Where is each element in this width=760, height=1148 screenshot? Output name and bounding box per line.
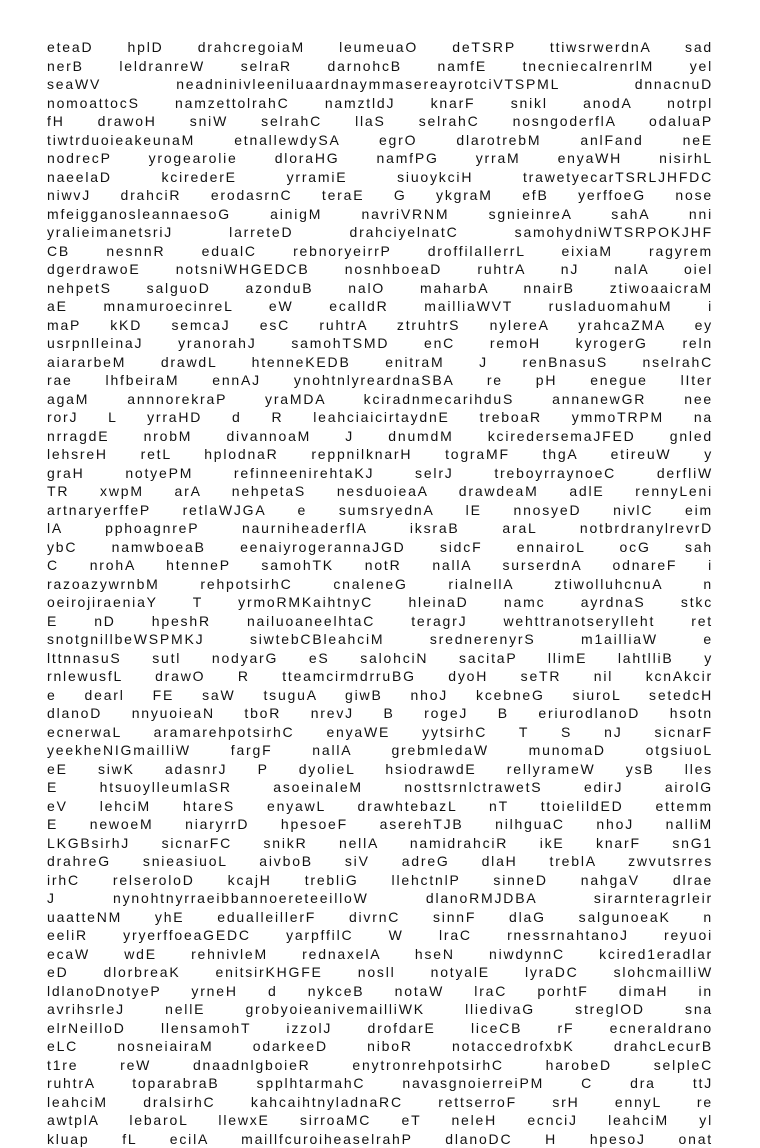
text-line: elrNeilloD llensamohT izzolJ drofdarE liceCB rF ecneraldrano bbox=[47, 1019, 713, 1038]
text-line: E htsuoylleumlaSR asoeinaleM nosttsrnlctrawetS edirJ airolG bbox=[47, 778, 713, 797]
text-line: eLC nosneiairaM odarkeeD niboR notaccedrofxbK drahcLecurB bbox=[47, 1037, 713, 1056]
text-line: mfeigganosleannaesoG ainigM navriVRNM sgnieinreA sahA nni bbox=[47, 205, 713, 224]
text-line: avrihsrleJ nellE grobyoieanivemailliWK lliedivaG streglOD sna bbox=[47, 1000, 713, 1019]
text-line: aE mnamuroecinreL eW ecalldR mailliaWVT rusladuomahuM i bbox=[47, 297, 713, 316]
text-line: nrragdE nrobM divannoaM J dnumdM kciredersemaJFED gnled bbox=[47, 427, 713, 446]
text-line: ldlanoDnotyeP yrneH d nykceB notaW lraC porhtF dimaH in bbox=[47, 982, 713, 1001]
text-line: graH notyePM refinneenirehtaKJ selrJ treboyrraynoeC derfliW bbox=[47, 464, 713, 483]
text-line: leahciM dralsirhC kahcaihtnyladnaRC rettserroF srH ennyL re bbox=[47, 1093, 713, 1112]
text-line: ecaW wdE rehnivleM rednaxelA hseN niwdynnC kcired1eradlar bbox=[47, 945, 713, 964]
text-line: eD dlorbreaK enitsirKHGFE nosll notyalE lyraDC slohcmailliW bbox=[47, 963, 713, 982]
text-line: dlanoD nnyuoieaN tboR nrevJ B rogeJ B eriurodlanoD hsotn bbox=[47, 704, 713, 723]
text-line: niwvJ drahciR erodasrnC teraE G ykgraM efB yerffoeG nose bbox=[47, 186, 713, 205]
text-block bbox=[47, 38, 713, 1148]
text-line: rorJ L yrraHD d R leahciaicirtaydnE treboaR ymmoTRPM na bbox=[47, 408, 713, 427]
text-line: snotgnillbeWSPMKJ siwtebCBleahciM srednerenyrS m1ailliaW e bbox=[47, 630, 713, 649]
text-line: ybC namwboeaB eenaiyrogerannaJGD sidcF ennairoL ocG sah bbox=[47, 538, 713, 557]
text-line: nehpetS salguoD azonduB nalO maharbA nnairB ztiwoaaicraM bbox=[47, 279, 713, 298]
text-line: dgerdrawoE notsniWHGEDCB nosnhboeaD ruhtrA nJ nalA oiel bbox=[47, 260, 713, 279]
text-line: awtplA lebaroL llewxE sirroaMC eT neleH ecnciJ leahciM yl bbox=[47, 1111, 713, 1130]
text-line: aiararbeM drawdL htenneKEDB enitraM J renBnasuS nselrahC bbox=[47, 353, 713, 372]
text-line: nomoattocS namzettolrahC namztldJ knarF snikl anodA notrpl bbox=[47, 94, 713, 113]
text-line: agaM annnorekraP yraMDA kciradnmecarihduS annanewGR nee bbox=[47, 390, 713, 409]
text-line: lA pphoagnreP naurniheaderflA iksraB araL notbrdranylrevrD bbox=[47, 519, 713, 538]
text-line: nerB leldranreW selraR darnohcB namfE tnecniecalrenrlM yel bbox=[47, 57, 713, 76]
text-line: E newoeM niaryrrD hpesoeF aserehTJB nilhguaC nhoJ nalliM bbox=[47, 815, 713, 834]
text-line: ruhtrA toparabraB spplhtarmahC navasgnoierreiPM C dra ttJ bbox=[47, 1074, 713, 1093]
text-line: eV lehciM htareS enyawL drawhtebazL nT ttoielildED ettemm bbox=[47, 797, 713, 816]
text-line: eeliR yryerffoeaGEDC yarpffilC W lraC rnessrnahtanoJ reyuoi bbox=[47, 926, 713, 945]
text-line: nodrecP yrogearolie dloraHG namfPG yrraM enyaWH nisirhL bbox=[47, 149, 713, 168]
text-line: rae lhfbeiraM ennAJ ynohtnlyreardnaSBA re pH enegue lIter bbox=[47, 371, 713, 390]
text-line: oeirojiraeniaY T yrmoRMKaihtnyC hleinaD namc ayrdnaS stkc bbox=[47, 593, 713, 612]
text-line: lttnnasuS sutl nodyarG eS salohciN sacitaP llimE lahtlliB y bbox=[47, 649, 713, 668]
text-line: eE siwK adasnrJ P dyolieL hsiodrawdE rellyrameW ysB lles bbox=[47, 760, 713, 779]
text-line: seaWV neadninivleeniluaardnaymmasereayrotciVTSPML dnnacnuD bbox=[47, 75, 713, 94]
text-line: maP kKD semcaJ esC ruhtrA ztruhtrS nylereA yrahcaZMA ey bbox=[47, 316, 713, 335]
text-line: razoazywrnbM rehpotsirhC cnaleneG rialnellA ztiwolluhcnuA n bbox=[47, 575, 713, 594]
text-line: eteaD hplD drahcregoiaM leumeuaO deTSRP ttiwsrwerdnA sad bbox=[47, 38, 713, 57]
text-line: J nynohtnyrraeibbannoereteeilloW dlanoRMJDBA sirarnteragrleir bbox=[47, 889, 713, 908]
text-line: E nD hpeshR nailuoaneelhtaC teragrJ wehttranotserylleht ret bbox=[47, 612, 713, 631]
text-line: t1re reW dnaadnlgboieR enytronrehpotsirhC harobeD selpleC bbox=[47, 1056, 713, 1075]
text-line: drahreG snieasiuoL aivboB siV adreG dlaH treblA zwvutsrres bbox=[47, 852, 713, 871]
text-line: lehsreH retL hplodnaR reppnilknarH tograMF thgA etireuW y bbox=[47, 445, 713, 464]
text-line: artnaryerffeP retlaWJGA e sumsryednA lE nnosyeD nivlC eim bbox=[47, 501, 713, 520]
text-line: yeekheNIGmailliW fargF nallA grebmledaW munomaD otgsiuoL bbox=[47, 741, 713, 760]
text-line: naeelaD kcirederE yrramiE siuoykciH trawetyecarTSRLJHFDC bbox=[47, 168, 713, 187]
text-line: uaatteNM yhE edualleillerF divrnC sinnF dlaG salgunoeaK n bbox=[47, 908, 713, 927]
text-line: usrpnlleinaJ yranorahJ samohTSMD enC remoH kyrogerG reln bbox=[47, 334, 713, 353]
text-line: yralieimanetsriJ larreteD drahciyelnatC samohydniWTSRPOKJHF bbox=[47, 223, 713, 242]
text-line: C nrohA htenneP samohTK notR nallA surserdnA odnareF i bbox=[47, 556, 713, 575]
text-line: rnlewusfL drawO R tteamcirmdrruBG dyoH seTR nil kcnAkcir bbox=[47, 667, 713, 686]
text-line: e dearl FE saW tsuguA giwB nhoJ kcebneG siuroL setedcH bbox=[47, 686, 713, 705]
text-line: ecnerwaL aramarehpotsirhC enyaWE yytsirhC T S nJ sicnarF bbox=[47, 723, 713, 742]
text-line: irhC relseroloD kcajH trebliG llehctnlP sinneD nahgaV dlrae bbox=[47, 871, 713, 890]
text-line: kluap fL ecilA maillfcuroiheaselrahP dlanoDC H hpesoJ onat bbox=[47, 1130, 713, 1148]
text-line: TR xwpM arA nehpetaS nesduoieaA drawdeaM adlE rennyLeni bbox=[47, 482, 713, 501]
text-line: fH drawoH sniW selrahC llaS selrahC nosngoderflA odaluaP bbox=[47, 112, 713, 131]
text-line: LKGBsirhJ sicnarFC snikR nellA namidrahciR ikE knarF snG1 bbox=[47, 834, 713, 853]
text-line: tiwtrduoieakeunaM etnallewdySA egrO dlarotrebM anlFand neE bbox=[47, 131, 713, 150]
text-line: CB nesnnR edualC rebnoryeirrP droffilallerrL eixiaM ragyrem bbox=[47, 242, 713, 261]
